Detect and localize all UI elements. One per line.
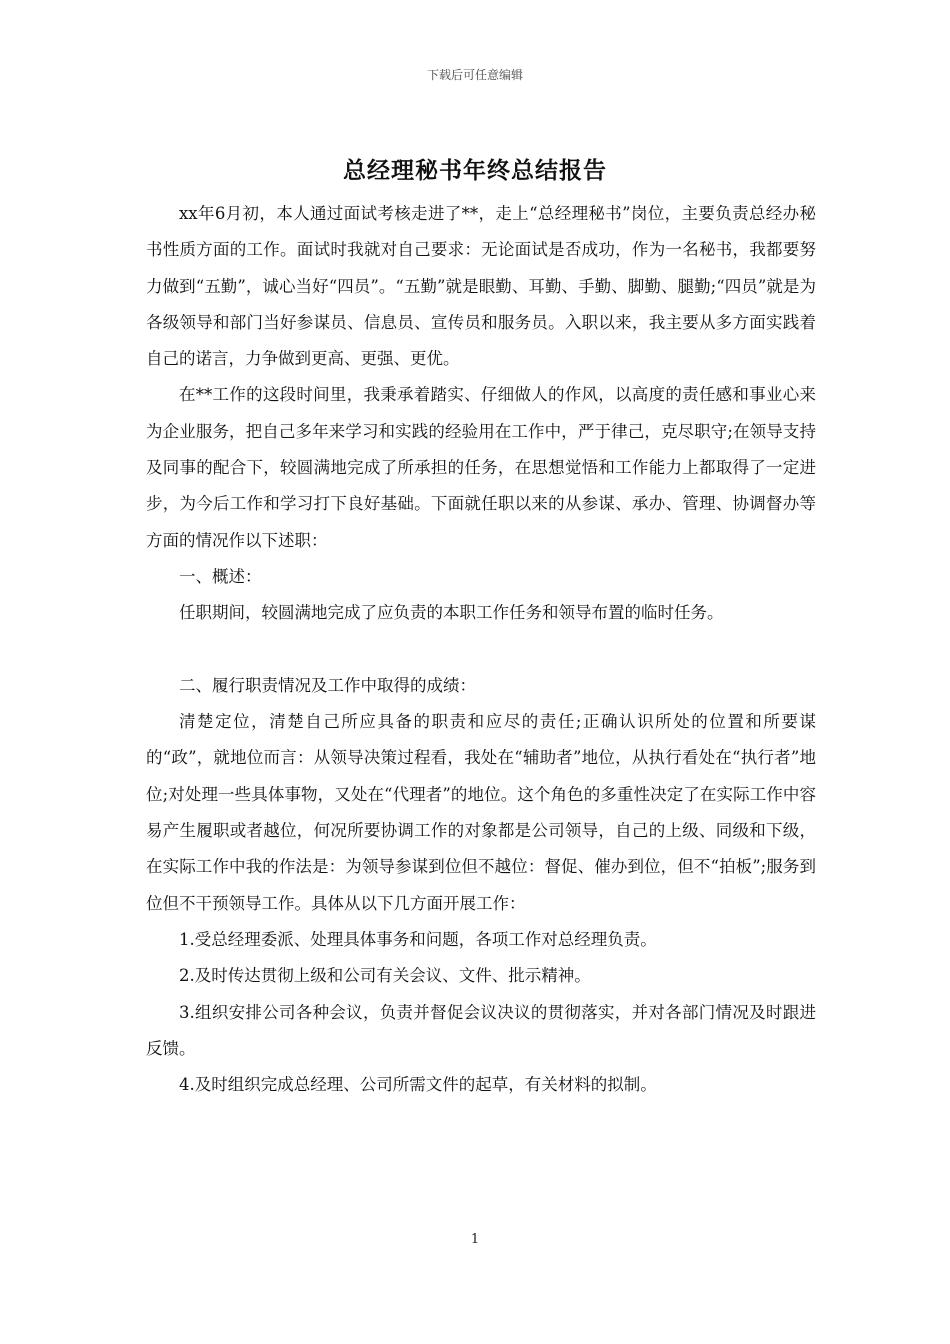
paragraph-intro: xx年6月初，本人通过面试考核走进了**，走上“总经理秘书”岗位，主要负责总经办秘书性质方面的工作。面试时我就对自己要求：无论面试是否成功，作为一名秘书，我都要努力做到“五勤”，诚心当好“四员”。“五勤”就是眼勤、耳勤、手勤、脚勤、腿勤;“四员”就是为各级领导和部门当好参谋员、信息员、宣传员和服务员。入职以来，我主要从多方面实践着自己的诺言，力争做到更高、更强、更优。 [146, 204, 816, 369]
list-item-4: 4.及时组织完成总经理、公司所需文件的起草，有关材料的拟制。 [179, 1075, 657, 1095]
list-item-3: 3.组织安排公司各种会议，负责并督促会议决议的贯彻落实，并对各部门情况及时跟进反馈。 [146, 1002, 816, 1058]
list-item-2: 2.及时传达贯彻上级和公司有关会议、文件、批示精神。 [179, 966, 591, 986]
list-item-1: 1.受总经理委派、处理具体事务和问题，各项工作对总经理负责。 [179, 929, 657, 949]
section-heading-duties: 二、履行职责情况及工作中取得的成绩： [179, 675, 476, 695]
document-body [146, 196, 816, 1103]
paragraph-overview: 任职期间，较圆满地完成了应负责的本职工作任务和领导布置的临时任务。 [179, 603, 724, 623]
paragraph-positioning: 清楚定位，清楚自己所应具备的职责和应尽的责任;正确认识所处的位置和所要谋的“政”，就地位而言：从领导决策过程看，我处在“辅助者”地位，从执行看处在“执行者”地位;对处理一些具体事物，又处在“代理者”的地位。这个角色的多重性决定了在实际工作中容易产生履职或者越位，何况所要协调工作的对象都是公司领导，自己的上级、同级和下级，在实际工作中我的作法是：为领导参谋到位但不越位：督促、催办到位，但不“拍板”;服务到位但不干预领导工作。具体从以下几方面开展工作： [146, 712, 816, 913]
header-note: 下载后可任意编辑 [426, 68, 523, 82]
page-number: 1 [470, 1232, 480, 1247]
paragraph-work-attitude: 在**工作的这段时间里，我秉承着踏实、仔细做人的作风，以高度的责任感和事业心来为企业服务，把自己多年来学习和实践的经验用在工作中，严于律己，克尽职守;在领导支持及同事的配合下，较圆满地完成了所承担的任务，在思想觉悟和工作能力上都取得了一定进步，为今后工作和学习打下良好基础。下面就任职以来的从参谋、承办、管理、协调督办等方面的情况作以下述职： [146, 385, 816, 550]
document-title: 总经理秘书年终总结报告 [343, 158, 607, 184]
section-heading-overview: 一、概述： [179, 566, 262, 586]
blank-line [146, 632, 816, 668]
